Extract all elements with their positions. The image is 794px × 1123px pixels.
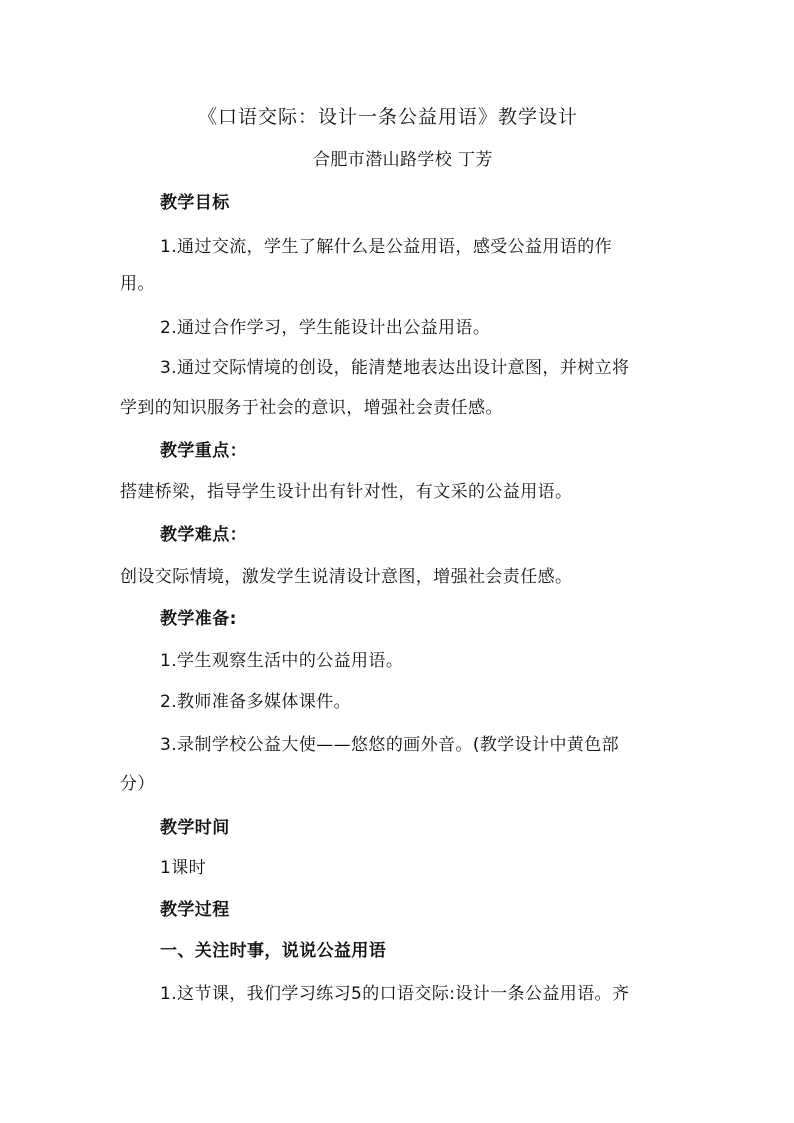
section-1-heading: 一、关注时事，说说公益用语 <box>160 941 387 961</box>
preparation-item-3-line-1: 3.录制学校公益大使——悠悠的画外音。(教学设计中黄色部 <box>160 735 620 755</box>
author-line: 合肥市潜山路学校 丁芳 <box>313 150 493 170</box>
key-points-text: 搭建桥梁，指导学生设计出有针对性，有文采的公益用语。 <box>120 482 573 502</box>
key-points-heading: 教学重点： <box>160 441 247 461</box>
preparation-item-1: 1.学生观察生活中的公益用语。 <box>160 651 404 671</box>
preparation-heading: 教学准备: <box>160 609 237 629</box>
preparation-item-2: 2.教师准备多媒体课件。 <box>160 692 352 712</box>
section-1-item-1: 1.这节课，我们学习练习5的口语交际:设计一条公益用语。齐 <box>160 984 630 1004</box>
objective-1-line-2: 用。 <box>120 274 155 294</box>
process-heading: 教学过程 <box>160 900 230 920</box>
objective-2: 2.通过合作学习，学生能设计出公益用语。 <box>160 318 491 338</box>
difficulties-text: 创设交际情境，激发学生说清设计意图，增强社会责任感。 <box>120 567 573 587</box>
preparation-item-3-line-2: 分） <box>120 774 155 794</box>
objective-1-line-1: 1.通过交流，学生了解什么是公益用语，感受公益用语的作 <box>160 237 613 257</box>
objective-3-line-1: 3.通过交际情境的创设，能清楚地表达出设计意图，并树立将 <box>160 358 630 378</box>
difficulties-heading: 教学难点： <box>160 525 247 545</box>
objective-3-line-2: 学到的知识服务于社会的意识，增强社会责任感。 <box>120 398 503 418</box>
objectives-heading: 教学目标 <box>160 193 230 213</box>
document-title: 《口语交际：设计一条公益用语》教学设计 <box>198 106 579 128</box>
time-heading: 教学时间 <box>160 818 230 838</box>
time-text: 1课时 <box>160 858 207 878</box>
